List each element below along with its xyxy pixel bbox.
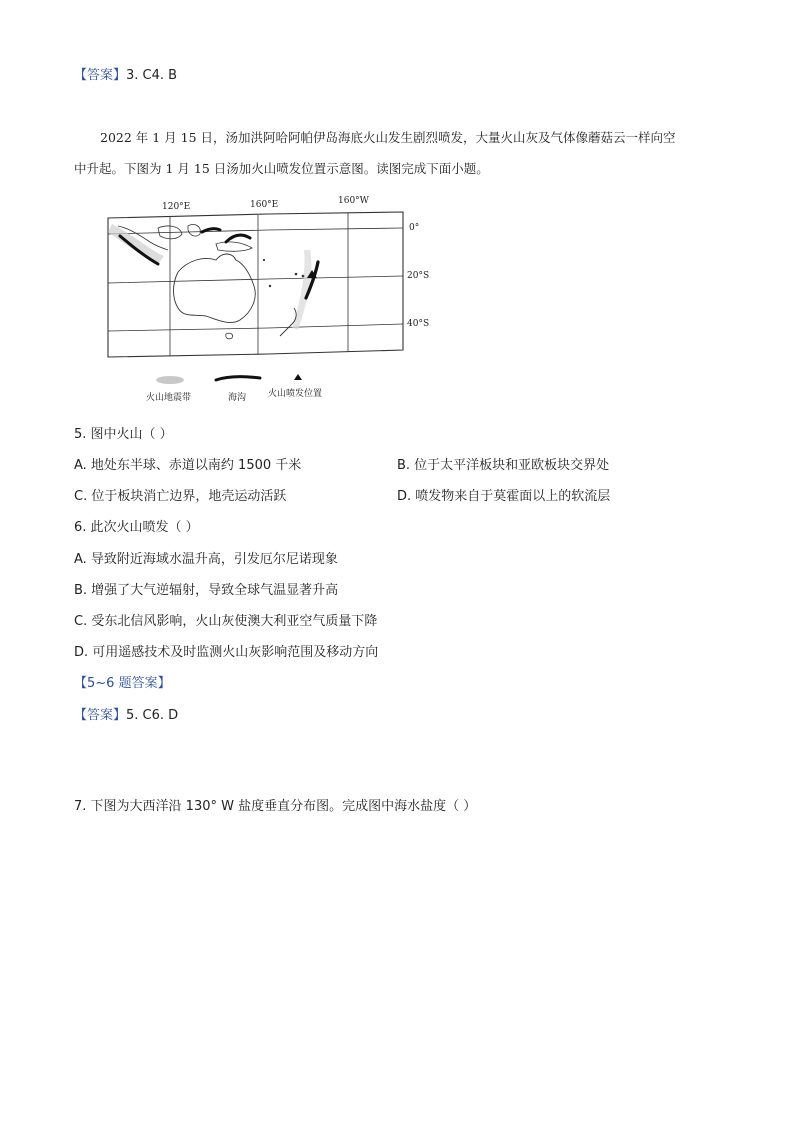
group-answer-header: 【5~6 题答案】 xyxy=(74,676,171,691)
q5-stem: 5. 图中火山（ ） xyxy=(74,427,173,442)
new-guinea-outline xyxy=(216,242,252,251)
q6-option-d[interactable]: D. 可用遥感技术及时监测火山灰影响范围及移动方向 xyxy=(74,645,379,660)
legend-eruption-label: 火山喷发位置 xyxy=(268,389,323,399)
label-160e: 160°E xyxy=(250,200,279,210)
top-answer xyxy=(74,64,177,83)
island-dot xyxy=(302,275,305,278)
label-20s: 20°S xyxy=(407,271,430,281)
legend-trench-icon xyxy=(216,377,260,380)
q5-option-a[interactable]: A. 地处东半球、赤道以南约 1500 千米 xyxy=(74,458,302,473)
new-zealand-outline xyxy=(280,308,296,336)
q7-stem: 7. 下图为大西洋沿 130° W 盐度垂直分布图。完成图中海水盐度（ ） xyxy=(74,799,477,814)
q6-option-b[interactable]: B. 增强了大气逆辐射，导致全球气温显著升高 xyxy=(74,583,339,598)
group-answer xyxy=(74,704,178,723)
answer-tag: 【答案】 xyxy=(74,708,127,723)
answer-tag: 【答案】 xyxy=(74,68,127,83)
parallel-0 xyxy=(108,228,403,234)
australia-outline xyxy=(174,254,256,323)
q6-option-c[interactable]: C. 受东北信风影响，火山灰使澳大利亚空气质量下降 xyxy=(74,614,378,629)
label-0: 0° xyxy=(409,223,420,233)
label-120e: 120°E xyxy=(162,202,191,212)
volcano-location-map xyxy=(98,190,450,402)
island-dot xyxy=(269,285,271,287)
passage-line-2: 中升起。下图为 1 月 15 日汤加火山喷发位置示意图。读图完成下面小题。 xyxy=(74,161,489,176)
island-dot xyxy=(295,273,298,276)
q5-option-c[interactable]: C. 位于板块消亡边界，地壳运动活跃 xyxy=(74,489,287,504)
q5-option-d[interactable]: D. 喷发物来自于莫霍面以上的软流层 xyxy=(397,489,611,504)
q5-option-b[interactable]: B. 位于太平洋板块和亚欧板块交界处 xyxy=(397,458,610,473)
q6-option-a[interactable]: A. 导致附近海域水温升高，引发厄尔尼诺现象 xyxy=(74,552,338,567)
legend-eruption-icon xyxy=(294,374,302,380)
label-40s: 40°S xyxy=(407,319,430,329)
island-outline xyxy=(188,224,200,236)
island-dot xyxy=(263,259,265,261)
volcanic-belt-shading xyxy=(108,224,164,264)
q6-stem: 6. 此次火山喷发（ ） xyxy=(74,520,199,535)
passage-line-1: 2022 年 1 月 15 日，汤加洪阿哈阿帕伊岛海底火山发生剧烈喷发，大量火山灰及气体像蘑菇云一样向空 xyxy=(100,130,676,145)
answer-value: 3. C4. B xyxy=(126,68,178,83)
legend-volcanic-belt-label: 火山地震带 xyxy=(146,393,192,402)
legend-trench-label: 海沟 xyxy=(228,393,247,402)
label-160w: 160°W xyxy=(338,196,369,206)
legend-volcanic-belt-icon xyxy=(156,376,184,384)
tasmania-outline xyxy=(226,333,233,339)
parallel-40s xyxy=(108,324,403,331)
answer-value: 5. C6. D xyxy=(126,708,179,723)
parallel-20s xyxy=(108,276,403,283)
map-frame xyxy=(108,212,403,357)
trench xyxy=(226,235,250,242)
